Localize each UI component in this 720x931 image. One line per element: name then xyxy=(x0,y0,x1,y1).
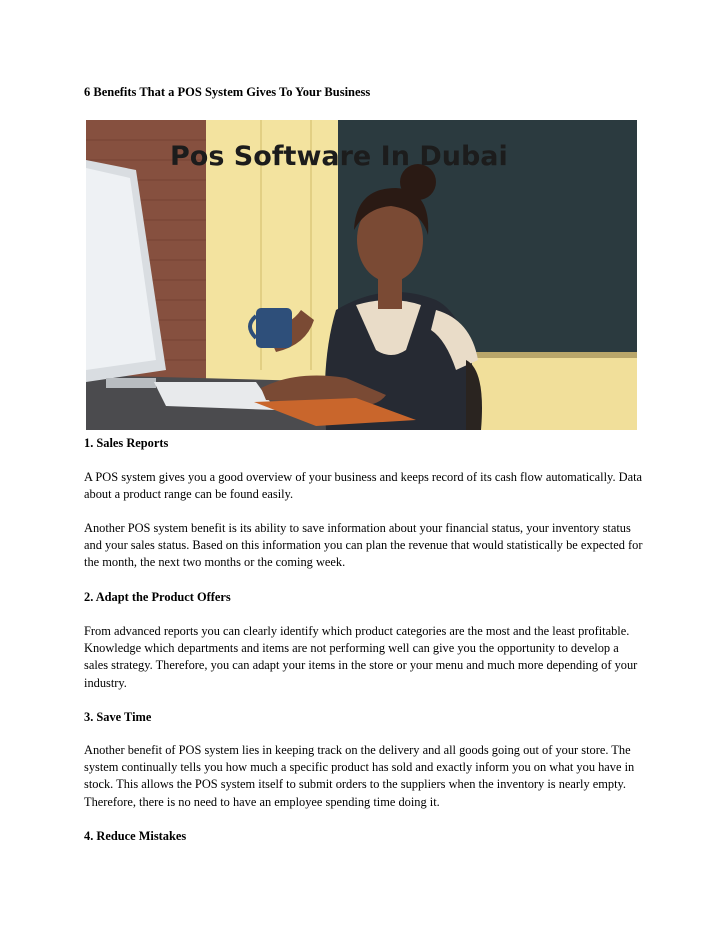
document-title: 6 Benefits That a POS System Gives To Your Business xyxy=(84,85,371,99)
keyboard xyxy=(154,382,276,410)
section-1-paragraph-1: A POS system gives you a good overview of your business and keeps record of its cash flow automatically. Data about a product range can be found easily. xyxy=(84,470,643,502)
section-1-paragraph-2: Another POS system benefit is its ability to save information about your financial status, your inventory status and your sales status. Based on this information you can plan the revenue that would statistically be expected for the month, the next two months or the coming week. xyxy=(84,521,643,570)
hero-overlay-text: Pos Software In Dubai xyxy=(170,141,508,172)
section-3-paragraph-1: Another benefit of POS system lies in keeping track on the delivery and all goods going out of your store. The system continually tells you how much a specific product has sold and exactly inform you on what you have in stock. This allows the POS system itself to submit orders to the suppliers when the inventory is nearly empty. Therefore, there is no need to have an employee spending time doing it. xyxy=(84,743,635,809)
hero-image xyxy=(86,120,637,430)
section-2-heading: 2. Adapt the Product Offers xyxy=(84,590,231,604)
section-3-heading: 3. Save Time xyxy=(84,710,152,724)
section-4-heading: 4. Reduce Mistakes xyxy=(84,829,187,843)
mug xyxy=(256,308,292,348)
hero-illustration xyxy=(86,120,637,430)
section-2-paragraph-1: From advanced reports you can clearly identify which product categories are the most and the least profitable. Knowledge which departments and items are not performing well can give you the opportunity to develop a sales strategy. Therefore, you can adapt your items in the store or your menu and much more depending of your industry. xyxy=(84,624,638,690)
section-1-heading: 1. Sales Reports xyxy=(84,436,169,450)
